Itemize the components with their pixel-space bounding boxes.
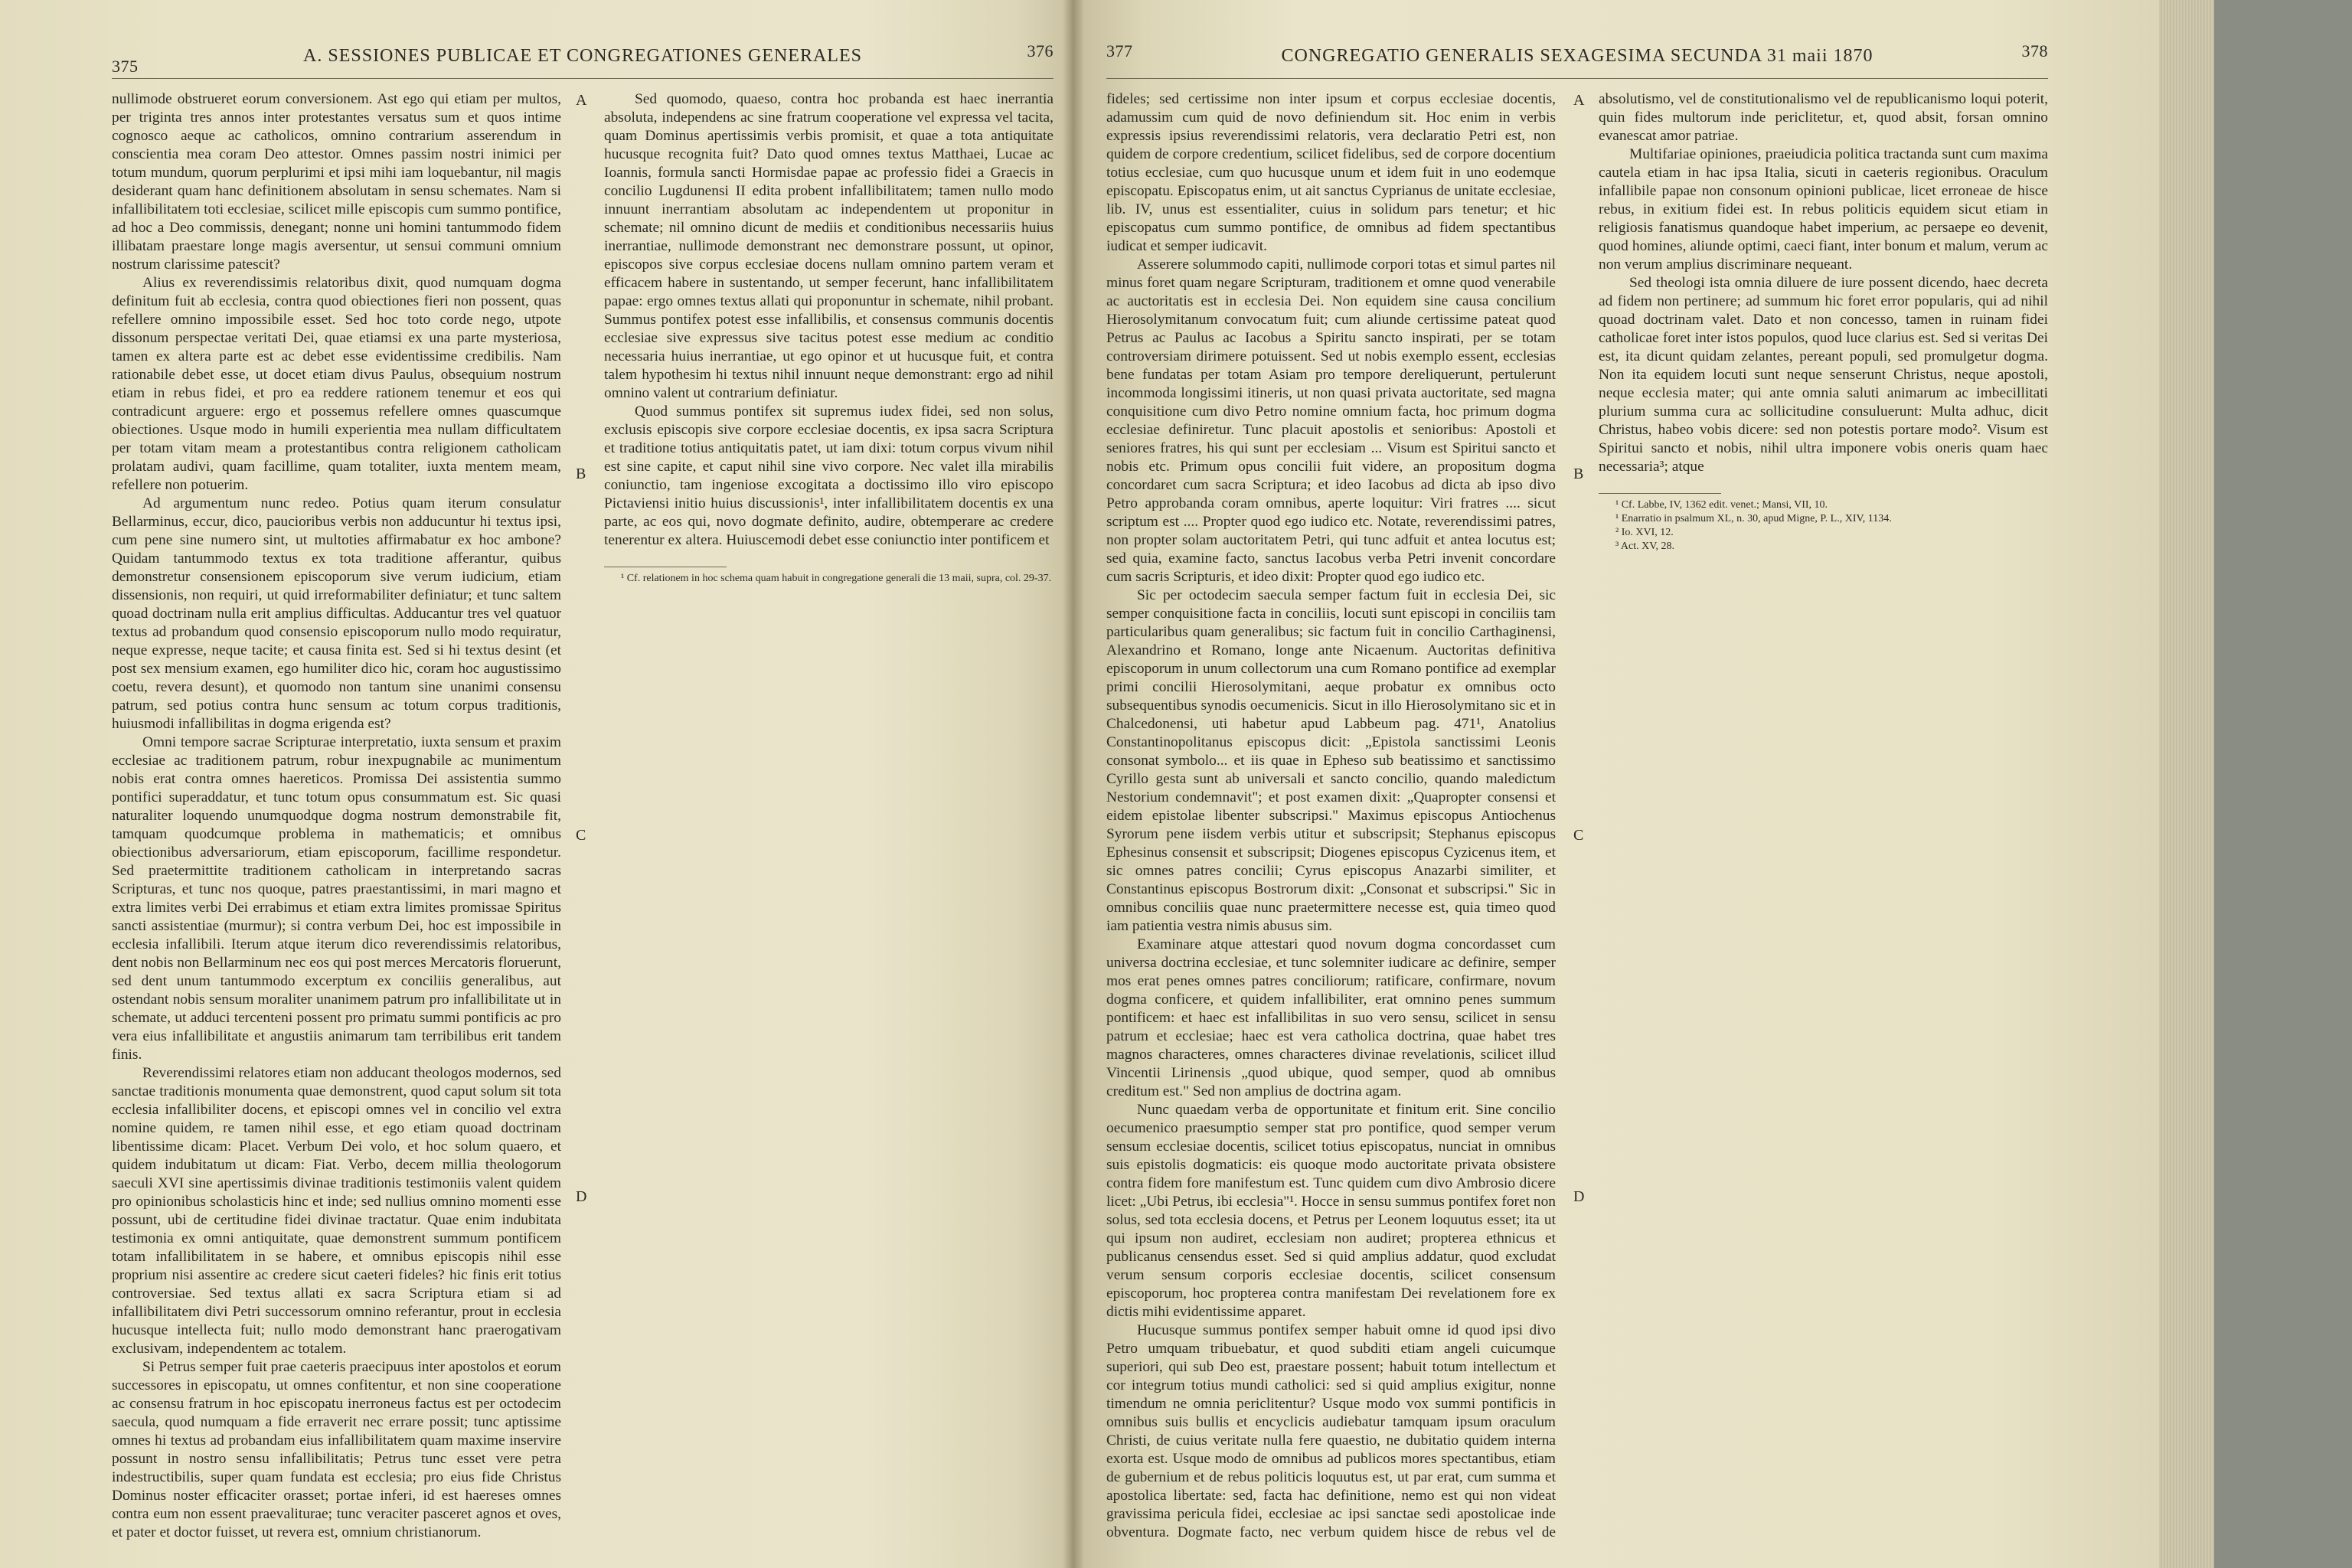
footnotes [1599,498,2058,554]
right-page-header [1106,28,2048,74]
margin-letter-b: B [576,466,586,482]
paragraph: Quod summus pontifex sit supremus iudex fidei, sed non solus, exclusis episcopis sive corpore ecclesiae docentis, ex ipsa sacra Scriptura et traditione totius antiquitatis patet, ut iam dixi: totum corpus vivum nihil est sine capite, et caput nihil sine vivo corpore. Nec valet illa mirabilis coniunctio, tam ingeniose excogitata a doctissimo illo viro episcopo Pictaviensi initio huius discussionis¹, inter infallibilitatem docentis ex una parte, ac eos qui, novo dogmate definito, audire, obtemperare ac credere tenerentur ex altera. Huiuscemodi debet esse coniunctio inter pontificem et [604,403,1054,548]
paragraph: Nunc quaedam verba de opportunitate et finitum erit. Sine concilio oecumenico praesumptio semper stat pro pontifice, quod semper verum sensum ecclesiae docentis, scilicet totius episcopatus, nunciat in omnibus suis epistolis dogmaticis: eis quoque modo auctoritate privata obsistere contra fidem fore manifestum est. Tunc quidem cum divo Ambrosio dicere licet: „Ubi Petrus, ibi ecclesia"¹. Hocce in sensu summus pontifex foret non solus, sed tota ecclesia docens, et Petrus per Leonem loquutus esset; ita ut qui ipsum non audiret, ecclesiam non audiret; propterea ethnicus et publicanus censendus esset. Sed si quid amplius addatur, quod excludat verum sensum corporis ecclesiae docentis, scilicet consensum episcoporum, hoc propterea contra manifestam Dei revelationem fore ex dictis mihi evidentissime apparet. [1106,1102,1556,1320]
paragraph: Ad argumentum nunc redeo. Potius quam iterum consulatur Bellarminus, eccur, dico, paucioribus verbis non adducuntur hi textus ipsi, cum pene sine numero sint, ut multoties affirmabatur ex hoc ambone? Quidam tantummodo textus ex tota traditione afferantur, quibus demonstretur consensionem episcoporum sive verum iudicium, etiam dissensionis, non requiri, ut quid irreformabiliter definiatur; et tunc saltem quoad doctrinam nulla erit amplius difficultas. Adducantur tres vel quatuor textus ad probandum quod consensio episcoporum nullo modo requiratur, neque expresse, neque tacite; et causa finita est. Sed si hi textus desint (et post sex mensium examen, ego humiliter dico hic, coram hoc augustissimo coetu, revera desunt), et quomodo non tantum sine unanimi consensu patrum, sed potius contra hunc sensum ac totum corpus traditionis, huiusmodi infallibilitas in dogma erigenda est? [112,495,561,732]
footnote-rule [1599,493,1721,498]
left-page-header [112,28,1054,74]
margin-letter-a: A [576,92,587,109]
left-page-number: 375 [112,57,139,76]
left-column-number: 376 [1027,41,1054,60]
footnote: ³ Act. XV, 28. [1615,541,1675,552]
paragraph: Sed theologi ista omnia diluere de iure possent dicendo, haec decreta ad fidem non pertinere; ad summum hic foret error popularis, qui ad nihil quoad doctrinam valet. Dato et non concesso, tamen in ruinam fidei catholicae foret inter istos populos, quod luce clarius est. Sed si veritas Dei est, ita dicunt quidam zelantes, pereant populi, sed promulgetur dogma. Non ita equidem locuti sunt neque senserunt Christus, neque apostoli, neque ecclesia mater; qui ante omnia saluti animarum ac imbecillitati plurium summa cura ac sollicitudine consuluerunt: Multa adhuc, dicit Christus, habeo vobis dicere: sed non potestis portare modo². Visum est Spiritui sancto et nobis, nihil ultra imponere vobis oneris quam haec necessaria³; atque [1599,275,2048,475]
paragraph: Sic per octodecim saecula semper factum fuit in ecclesia Dei, sic semper conquisitione facta in conciliis, locuti sunt episcopi in conciliis tam particularibus quam generalibus; sic factum fuit in concilio Carthaginensi, Alexandrino et Romano, longe ante Nicaenum. Auctoritas definitiva episcoporum in unum collectorum una cum Romano pontifice ad exemplar primi concilii Hierosolymitani, aeque probatur ex omnibus octo subsequentibus synodis oecumenicis. Sicut in illo Hierosolymitano sic et in Chalcedonensi, uti habetur apud Labbeum pag. 471¹, Anatolius Constantinopolitanus episcopus dicit: „Epistola sanctissimi Leonis consonat symbolo... et iis quae in Epheso sub beatissimo et sanctissimo Cyrillo gesta sunt ab universali et sancto concilio, quando maledictum Nestorium condemnavit"; et post examen dixit: „Quapropter consensi et eidem epistolae libenter subscripsi." Maximus episcopus Antiochenus Syrorum pene iisdem verbis utitur et subscripsit; Stephanus episcopus Ephesinus consensit et subscripsit; Diogenes episcopus Cyzicenus item, et sic omnes patres concilii; Cyrus episcopus Anazarbi similiter, et Constantinus episcopus Bostrorum dixit: „Consonat et subscripsi." Sic in omnibus conciliis quae nunc praetermittere necesse est, quia timeo quod iam patientia vestra nimis abusus sim. [1106,587,1556,934]
paragraph: Reverendissimi relatores etiam non adducant theologos modernos, sed sanctae traditionis monumenta quae demonstrent, quod caput solum sit tota ecclesia infallibiliter docens, et episcopi omnes vel in concilio vel extra nomine quidem, re tamen nihil esse, et ego etiam quoad doctrinam libentissime dicam: Placet. Verbum Dei volo, et hoc solum quaero, et quidem indubitatum ut dicam: Fiat. Verbo, decem millia theologorum saeculi XVI sine apertissimis divinae traditionis testimoniis valent quidem pro opinionibus scholasticis hinc et inde; sed nullius omnino momenti esse possunt, ubi de certitudine fidei divinae tractatur. Quae enim indubitata testimonia ex omni antiquitate, quae demonstrent summum pontificem totam infallibilitatem in se habere, et omnibus episcopis nihil esse proprium nisi assentire ac credere sicut caeteri fideles? hic finis erit totius controversiae. Sed textus allati ex sacra Scriptura etiam si ad infallibilitatem divi Petri successorum omnino referantur, prout in ecclesia hucusque intellecta fuit; nullo modo demonstrant hanc praerogativam exclusivam, independentem ac totalem. [112,1065,561,1357]
right-column-number: 377 [1106,41,1133,60]
right-page [1106,21,2048,1545]
right-running-head: CONGREGATIO GENERALIS SEXAGESIMA SECUNDA 31 maii 1870 [1281,46,1873,66]
paragraph: Hucusque summus pontifex semper habuit omne id quod ipsi divo Petro umquam tribuebatur, et quod subditi etiam angeli cuicumque superiori, qui sub Deo est, praestare possent; habuit totum intellectum et cor integrum totius mundi catholici: sed si quid amplius exigitur, nonne timendum ne omnia periclitentur? Usque modo vox summi pontificis in omnibus suis bullis et encyclicis audiebatur tamquam ipsum oraculum Christi, de cuius veritate nulla fere quaestio, ne dubitatio quidem interna exorta est. Usque modo de omnibus ad publicos mores spectantibus, etiam de gubernium et de rebus politicis loquutus est, ut par erat, cum summa et apostolica libertate: sed, facta hac definitione, nemo est qui non videat gravissima pericula fidei, ecclesiae ac ipsi sanctae sedi apostolicae inde obventura. Dogmate facto, nec verbum quidem hisce de rebus vel de absolutismo, vel de constitutionalismo vel de republicanismo loqui poterit, quin fides multorum inde periclitetur, et, quod absit, forsan omnino evanescat amor patriae. [1106,91,2048,1540]
margin-letter-b: B [1573,466,1584,482]
footnote: ¹ Cf. Labbe, IV, 1362 edit. venet.; Mansi, VII, 10. [1615,499,1828,511]
left-page-body [112,90,1054,1545]
footnote: ¹ Cf. relationem in hoc schema quam habuit in congregatione generali die 13 maii, supra, col. 29-37. [621,573,1052,584]
paragraph: Multifariae opiniones, praeiudicia politica tractanda sunt cum maxima cautela etiam in hac ipsa Italia, sicuti in caeteris regionibus. Oraculum infallibile papae non consonum opinioni publicae, licet erroneae de hisce rebus, in exitium fidei est. In rebus politicis equidem sicut etiam in religiosis fanatismus quandoque habet imperium, ac persaepe eo devenit, quod homines, aliunde optimi, caeci fiant, inter bonum et malum, verum ac non verum amplius discriminare nequeant. [1599,146,2048,273]
margin-letter-d: D [1573,1188,1585,1205]
page-edges [2159,0,2214,1568]
right-page-number: 378 [2021,41,2048,60]
left-running-head: A. SESSIONES PUBLICAE ET CONGREGATIONES GENERALES [303,46,862,66]
right-header-rule [1106,78,2048,79]
paragraph: Sed quomodo, quaeso, contra hoc probanda est haec inerrantia absoluta, independens ac sine fratrum cooperatione vel expressa vel tacita, quam Dominus apertissimis verbis promisit, et quae a tota antiquitate hucusque recognita fuit? Dato quod omnes textus Matthaei, Lucae ac Ioannis, formula sancti Hormisdae papae ac professio fidei a Graecis in concilio Lugdunensi II edita probent infallibilitatem; tamen nullo modo innuunt inerrantiam absolutam ac independentem ut proponitur in schemate; nil omnino dicunt de mediis et conditionibus necessariis huius inerrantiae, nullimode demonstrant nec demonstrare possunt, ut opinor, episcopos sive corpus ecclesiae docens nullam omnino partem veram et efficacem habere in sustentando, ut semper fecerunt, hanc infallibilitatem papae: ergo omnes textus allati qui proponuntur in schemate, nihil probant. Summus pontifex potest esse infallibilis, et consensus communis docentis ecclesiae sive expressus sive tacitus potest esse medium ac conditio necessaria huius inerrantiae, ut ego opinor et ut hucusque fuit, et contra talem hypothesim hi textus nihil innuunt neque demonstrant: ergo ad nihil omnino valent ut contrarium definiatur. [604,91,1054,401]
background-cloth [2214,0,2352,1568]
footnote: ² Io. XVI, 12. [1615,527,1674,538]
margin-letter-c: C [576,827,586,844]
left-header-rule [112,78,1054,79]
paragraph: fideles; sed certissime non inter ipsum et corpus ecclesiae docentis, adamussim cum quid de novo definiendum sit. Hoc enim in verbis expressis ipsius reverendissimi relatoris, vera declaratio Petri est, non quidem de corpore credentium, scilicet fidelibus, sed de corpore docentium totius ecclesiae, cum quo hucusque unum et idem fuit in uno eodemque episcopatu. Episcopatus enim, ut ait sanctus Cyprianus de unitate ecclesiae, lib. IV, unus est essentialiter, cuius in solidum pars tenetur; et hic episcopatus cum summo pontifice, de omnibus ad fidem spectantibus iudicat et semper iudicavit. [1106,91,1556,254]
paragraph: Omni tempore sacrae Scripturae interpretatio, iuxta sensum et praxim ecclesiae ac traditionem patrum, robur inexpugnabile ac munimentum nobis erat contra omnes haereticos. Promissa Dei assistentia summo pontifici superaddatur, et tunc totum opus consummatum est. Sic quasi naturaliter loquendo unumquodque dogma nostrum demonstrabile fit, tamquam quodcumque problema in mathematicis; et omnibus obiectionibus adversariorum, etiam episcoporum, facillime respondetur. Sed praetermittite traditionem catholicam in interpretando sacras Scripturas, et tunc nos quoque, patres praestantissimi, in mari magno et extra limites verbi Dei errabimus et etiam extra limites promissae Spiritus sancti assistentiae (murmur); si contra verbum Dei, hoc est impossibile in ecclesia infallibili. Iterum atque iterum dico reverendissimis relatoribus, dent nobis non Bellarminum nec eos qui post merces Mercatoris floruerunt, sed dent unum tantummodo excerptum ex conciliis generalibus, aut ostendant nobis sensum moraliter unanimem patrum pro infallibilitate ut in schemate, ut adduci tercenteni possent pro primatu summi pontificis ac pro vera eius infallibilitate et angustiis animarum tam terribilibus erit tandem finis. [112,734,561,1063]
margin-letter-c: C [1573,827,1584,844]
paragraph: Asserere solummodo capiti, nullimode corpori totas et simul partes nil minus foret quam negare Scripturam, traditionem et omne quod venerabile ac auctoritatis est in ecclesia Dei. Non equidem sine causa concilium Hierosolymitanum convocatum fuit; cum aliunde certissime pateat quod Petrus ac Paulus ac Iacobus a Spiritu sancto inspirati, per se totam controversiam dirimere potuissent. Sed ut nobis exemplo essent, ecclesias bene fundatas per totam Asiam pro tempore dereliquerunt, pertulerunt incommoda longissimi itineris, ut non quasi privata auctoritate, sed magna conquisitione cum divo Petro nomine omnium facta, hoc primum dogma ecclesiae definiretur. Tunc placuit apostolis et senioribus: Apostoli et seniores fratres, his qui sunt per ecclesiam ... Visum est Spiritui sancto et nobis etc. Primum opus concilii fuit videre, an propositum dogma concordaret cum sacra Scriptura; et ideo Iacobus ad dicta ab ipso divo Petro approbanda coram omnibus, aperte loquitur: Viri fratres .... sicut scriptum est .... Propter quod ego iudico etc. Notate, reverendissimi patres, non propter solam auctoritatem Petri, qui tunc adfuit et antea locutus est; sed quia, examine facto, sanctus Iacobus verba Petri invenit concordare cum sacris Scripturis, et ideo dixit: Propter quod ego iudico etc. [1106,256,1556,585]
paragraph: Alius ex reverendissimis relatoribus dixit, quod numquam dogma definitum fuit ab ecclesia, contra quod obiectiones fieri non possent, quas refellere omnino impossibile esset. Sed hoc toto corde nego, utpote dissonum perspectae veritati Dei, quae etiamsi ex una parte mysteriosa, tamen ex altera parte est ac debet esse evidentissime credibilis. Nam rationabile debet esse, ut docet etiam divus Paulus, obsequium nostrum etiam in rebus fidei, et pro ea reddere rationem tenemur et eos qui contradicunt arguere: ergo et possemus refellere omnes quascumque obiectiones. Usque modo in humili experientia mea nullam difficultatem per totam vitam meam a protestantibus contra religionem catholicam prolatam audivi, quam facillime, quam totaliter, iuxta mentem meam, refellere non potuerim. [112,275,561,493]
paragraph: nullimode obstrueret eorum conversionem. Ast ego qui etiam per multos, per triginta tres annos inter protestantes versatus sum et quos intime cognosco aeque ac catholicos, omnino contrarium asserendum in conscientia mea coram Deo attestor. Omnes passim nostri inimici per totum mundum, quorum perplurimi et ipsi mihi iam loquebantur, nil magis desiderant quam hanc definitionem absolutam in sensu schemates. Nam si infallibilitatem toti ecclesiae, scilicet mille episcopis cum summo pontifice, ad hoc a Deo commissis, denegant; nonne uni homini tantummodo fidem illibatam praestare longe magis aversentur, ut sensui communi omnium nostrum clarissime patescit? [112,91,561,273]
footnote-rule [604,567,727,572]
right-page-body [1106,90,2048,1545]
paragraph: Si Petrus semper fuit prae caeteris praecipuus inter apostolos et eorum successores in episcopatu, ut omnes confitentur, et non sine cooperatione ac consensu fratrum in hoc episcopatu inerroneus factus est per octodecim saecula, quod numquam a fide erraverit nec errare possit; tunc aptissime omnes hi textus ad probandam eius infallibilitatem quam maxime inservire possunt in nostro sensu infallibilitatis; Petrus tunc esset vere petra indestructibilis, super quam fundata est ecclesia; pro eius fide Christus Dominus noster efficaciter orasset; portae inferi, id est haereses omnes contra eum non essent praevaliturae; tunc veraciter pasceret agnos et oves, et pater et doctor fuisset, ut revera est, omnium christianorum. [112,1359,561,1540]
footnote: ¹ Enarratio in psalmum XL, n. 30, apud Migne, P. L., XIV, 1134. [1615,513,1892,524]
margin-letter-d: D [576,1188,587,1205]
book-gutter [1063,0,1084,1568]
left-page [112,21,1054,1545]
margin-letter-a: A [1573,92,1585,109]
paragraph: Examinare atque attestari quod novum dogma concordasset cum universa doctrina ecclesiae, et tunc solemniter iudicare ac definire, semper mos erat penes omnes patres conciliorum; ratificare, confirmare, novum dogma conficere, et quidem infallibiliter, erat omnino penes summum pontificem: et haec est infallibilitas in suo vero sensu, scilicet in sensu patrum et ecclesiae; haec est vera catholica doctrina, quae habet tres magnos characteres, omnes characteres divinae revelationis, scilicet illud Vincentii Lirinensis „quod ubique, quod semper, quod ab omnibus creditum est." Sed non amplius de doctrina agam. [1106,936,1556,1099]
